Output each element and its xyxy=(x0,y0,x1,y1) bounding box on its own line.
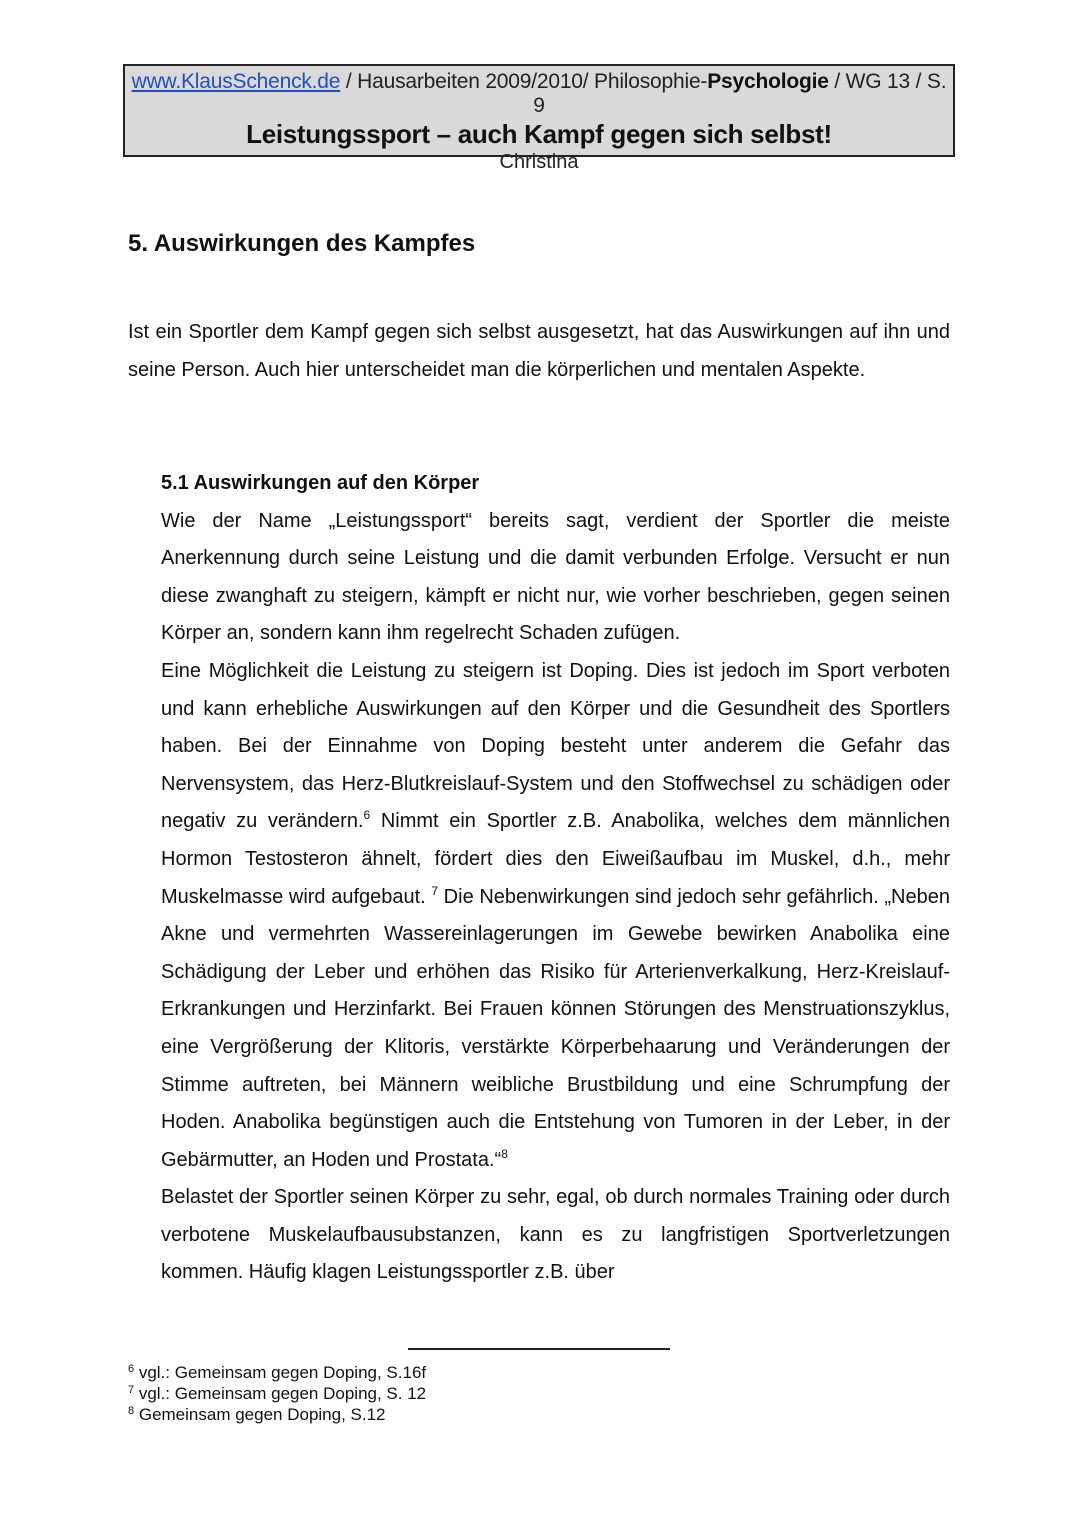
footnote-text: Gemeinsam gegen Doping, S.12 xyxy=(134,1405,386,1424)
footnote-6 xyxy=(128,1362,828,1383)
document-author: Christina xyxy=(499,151,579,173)
header-path-part1: / Hausarbeiten 2009/2010/ Philosophie- xyxy=(340,70,708,93)
footnote-ref-8[interactable]: 8 xyxy=(501,1146,508,1161)
intro-paragraph: Ist ein Sportler dem Kampf gegen sich selbst ausgesetzt, hat das Auswirkungen auf ihn und seine Person. Auch hier unterscheidet man die körperlichen und mentalen Aspekte. xyxy=(128,321,950,381)
section-heading: 5. Auswirkungen des Kampfes xyxy=(128,230,476,257)
page-header xyxy=(123,64,955,173)
footnote-ref-6[interactable]: 6 xyxy=(363,808,371,823)
paragraph-1: Wie der Name „Leistungssport“ bereits sagt, verdient der Sportler die meiste Anerkennung durch seine Leistung und die damit verbunden Erfolge. Versucht er nun diese zwanghaft zu steigern, kämpft er nicht nur, wie vorher beschrieben, gegen seinen Körper an, sondern kann ihm regelrecht Schaden zufügen. xyxy=(161,509,950,645)
footnote-number: 8 xyxy=(128,1405,135,1417)
paragraph-2 xyxy=(161,653,950,1179)
header-path-part2: / WG 13 / S. 9 xyxy=(533,70,947,117)
document-title: Leistungssport – auch Kampf gegen sich selbst! xyxy=(246,119,832,149)
footnote-separator xyxy=(408,1348,670,1350)
footnote-text: vgl.: Gemeinsam gegen Doping, S.16f xyxy=(134,1363,427,1382)
paragraph-3: Belastet der Sportler seinen Körper zu sehr, egal, ob durch normales Training oder durch verbotene Muskelaufbausubstanzen, kann es zu langfristigen Sportverletzungen kommen. Häufig klagen Leistungssportler z.B. über xyxy=(161,1186,950,1284)
footnote-ref-7[interactable]: 7 xyxy=(431,883,439,898)
footnote-8 xyxy=(128,1404,828,1425)
footnote-number: 6 xyxy=(128,1363,135,1375)
footnote-text: vgl.: Gemeinsam gegen Doping, S. 12 xyxy=(134,1384,427,1403)
paragraph-2-part-a: Eine Möglichkeit die Leistung zu steigern ist Doping. Dies ist jedoch im Sport verboten und kann erhebliche Auswirkungen auf den Körper und die Gesundheit des Sportlers haben. Bei der Einnahme von Doping besteht unter anderem die Gefahr das Nervensystem, das Herz-Blutkreislauf-System und den Stoffwechsel zu schädigen oder negativ zu verändern. xyxy=(161,659,950,833)
footnote-7 xyxy=(128,1383,828,1404)
footnote-number: 7 xyxy=(128,1384,135,1396)
paragraph-2-part-c: Die Nebenwirkungen sind jedoch sehr gefährlich. „Neben Akne und vermehrten Wassereinlagerungen im Gewebe bewirken Anabolika eine Schädigung der Leber und erhöhen das Risiko für Arterienverkalkung, Herz-Kreislauf-Erkrankungen und Herzinfarkt. Bei Frauen können Störungen des Menstruationszyklus, eine Vergrößerung der Klitoris, verstärkte Körperbehaarung und Veränderungen der Stimme auftreten, bei Männern weibliche Brustbildung und eine Schrumpfung der Hoden. Anabolika begünstigen auch die Entstehung von Tumoren in der Leber, in der Gebärmutter, an Hoden und Prostata.“ xyxy=(161,885,950,1171)
paragraph-2-part-b: Nimmt ein Sportler z.B. Anabolika, welches dem männlichen Hormon Testosteron ähnelt, fördert dies den Eiweißaufbau im Muskel, d.h., mehr Muskelmasse wird aufgebaut. xyxy=(161,810,950,908)
site-link[interactable]: www.KlausSchenck.de xyxy=(131,70,341,93)
subsection-heading: 5.1 Auswirkungen auf den Körper xyxy=(161,472,480,494)
footnotes xyxy=(128,1362,828,1425)
header-path xyxy=(125,70,953,118)
subsection-body xyxy=(161,465,950,1292)
header-path-bold: Psychologie xyxy=(707,70,829,93)
